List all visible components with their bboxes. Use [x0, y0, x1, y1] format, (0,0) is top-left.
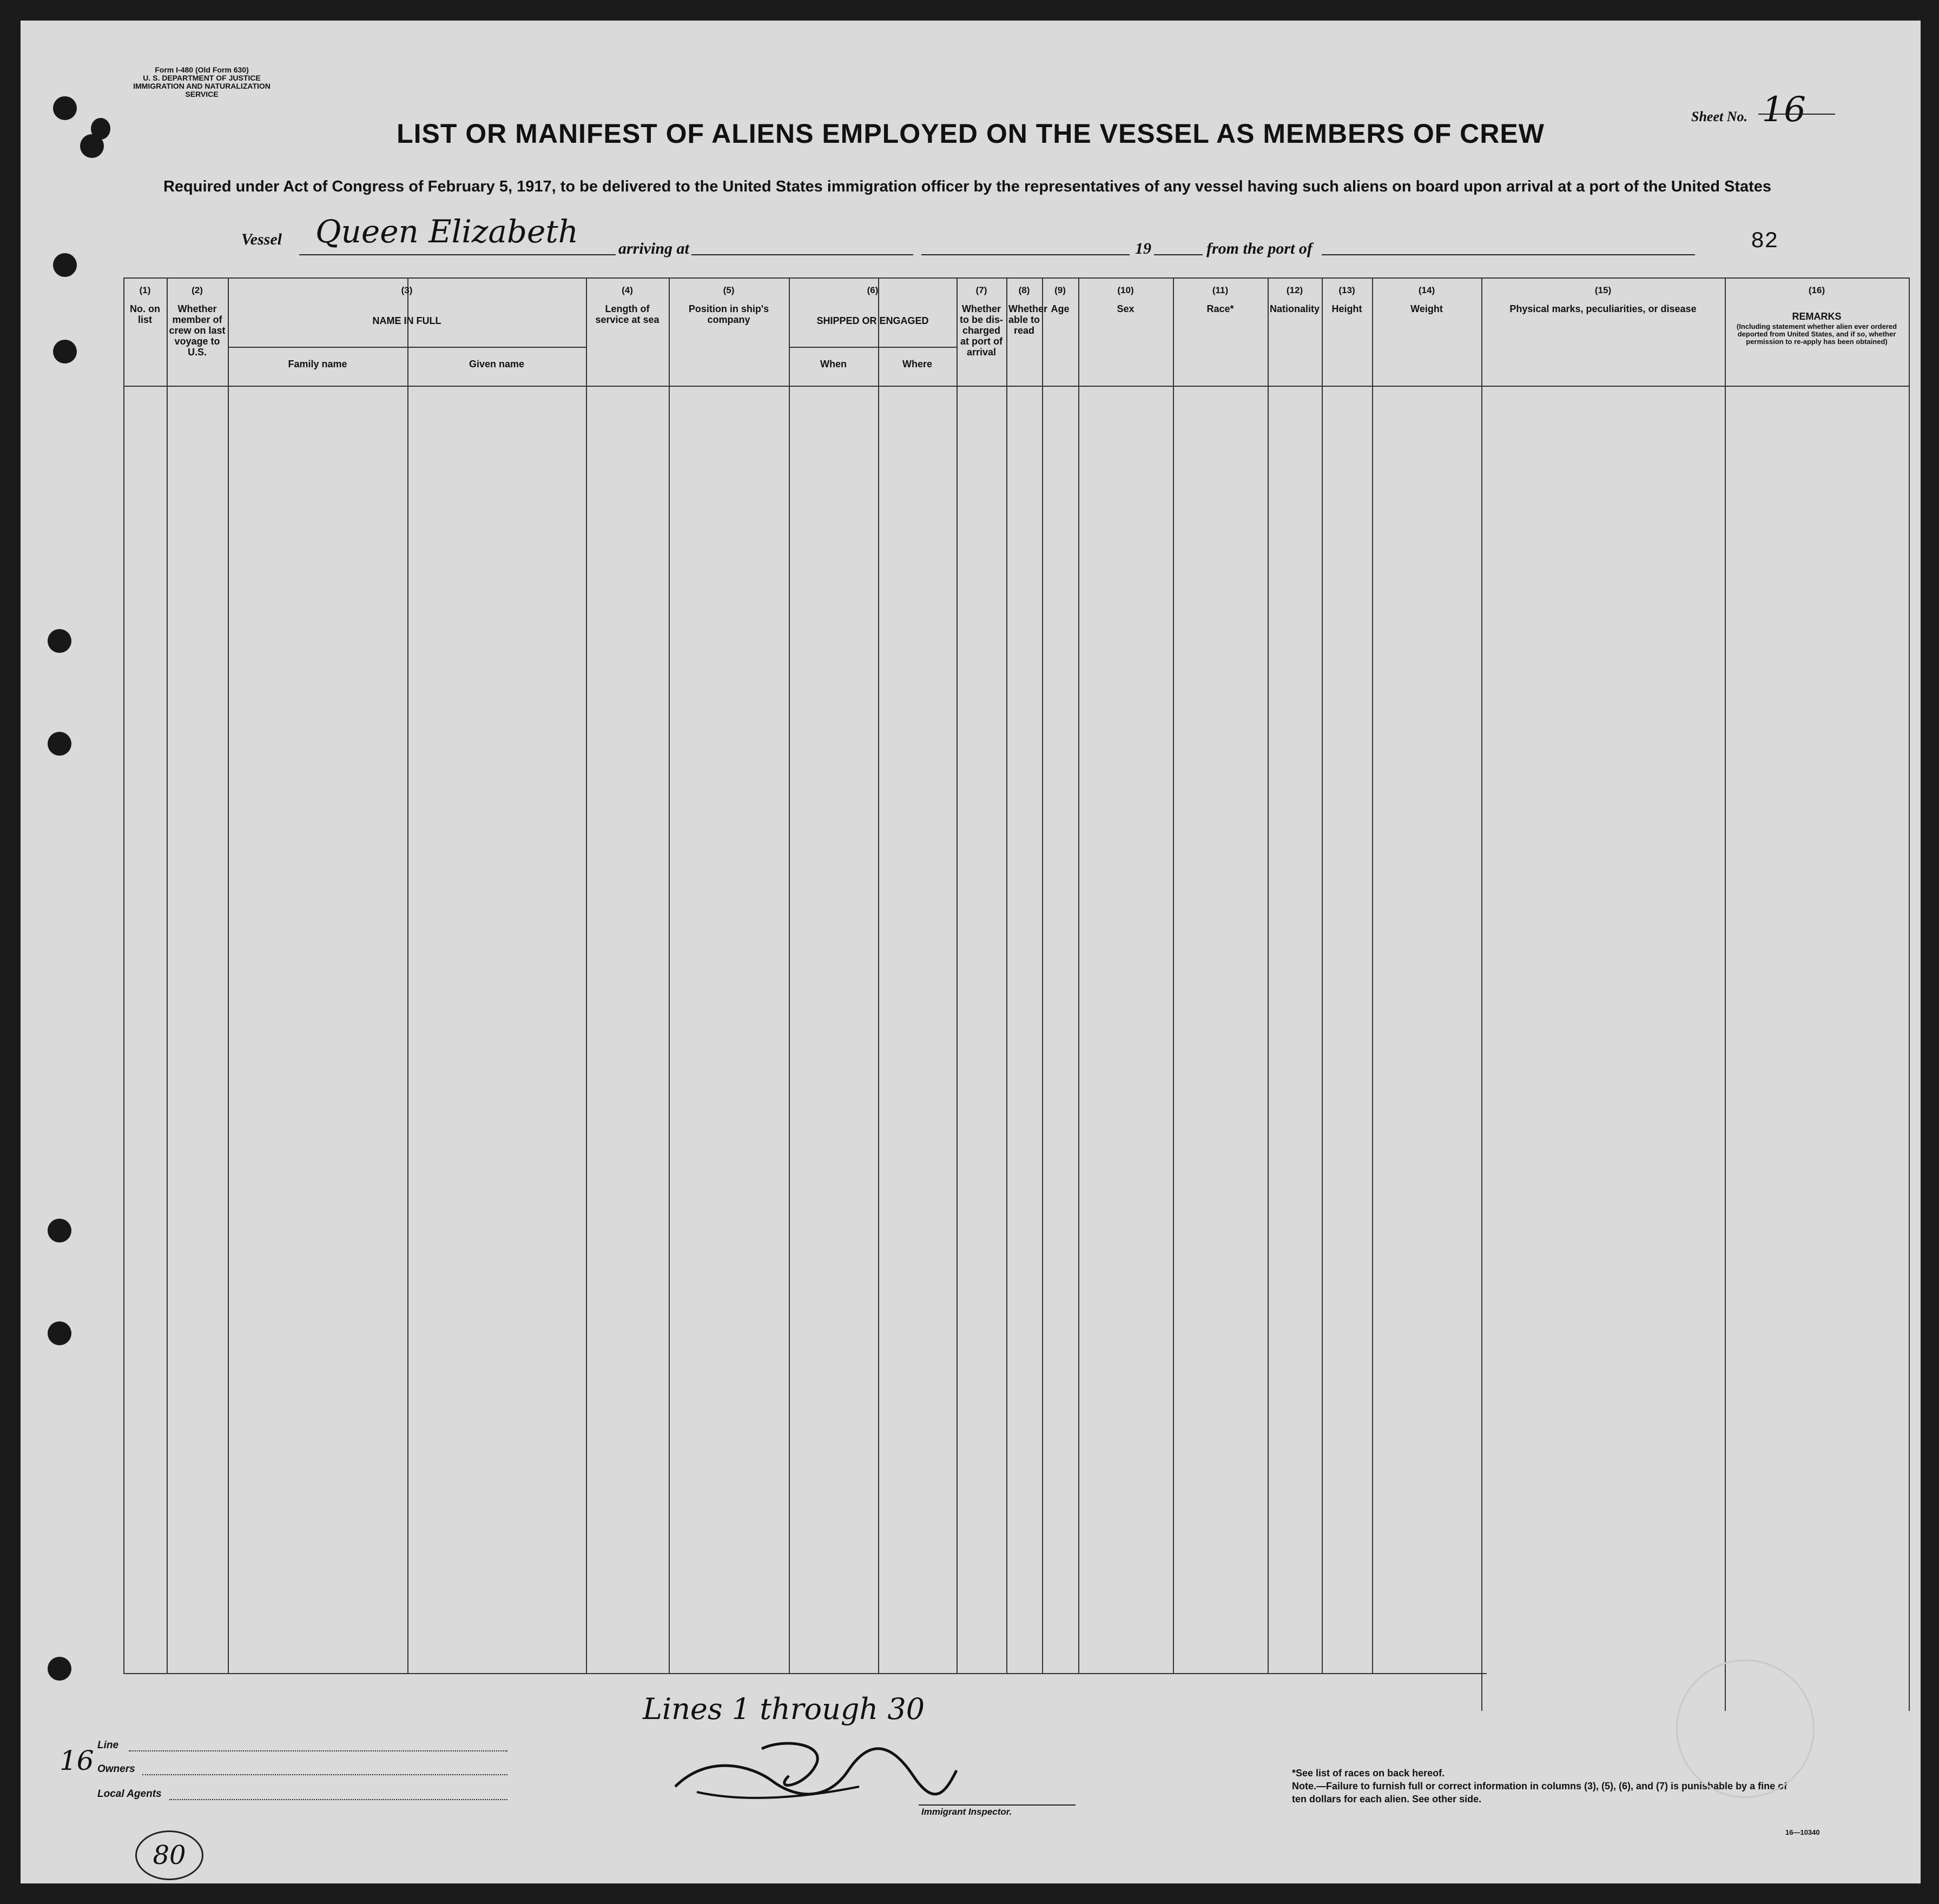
column-header: REMARKS [1792, 311, 1842, 322]
column-header: NAME IN FULL [372, 315, 441, 326]
form-code: 16—10340 [1785, 1828, 1820, 1836]
column-rule [123, 277, 124, 1673]
race-note: *See list of races on back hereof. [1292, 1768, 1445, 1779]
column-rule [167, 277, 168, 1673]
column-number: (4) [622, 285, 633, 295]
column-header: Age [1051, 303, 1070, 314]
column-number: (1) [139, 285, 151, 295]
column-number: (10) [1117, 285, 1134, 295]
sheet-number: 16 [1762, 90, 1806, 130]
vessel-label: Vessel [241, 230, 282, 248]
port-underline [1322, 254, 1695, 255]
manifest-page [21, 21, 1921, 1883]
column-header: SHIPPED OR ENGAGED [816, 315, 929, 326]
punch-hole [53, 96, 77, 120]
column-rule [789, 277, 790, 1673]
line-label: Line [97, 1740, 119, 1751]
column-rule [1268, 277, 1269, 1673]
margin-number: 16 [60, 1745, 94, 1776]
column-rule [1372, 277, 1373, 1673]
column-number: (7) [975, 285, 987, 295]
column-number: (16) [1808, 285, 1825, 295]
column-header: Nationality [1270, 303, 1320, 314]
circled-number: 80 [135, 1830, 203, 1880]
column-header: Whether to be dis-charged at port of arrival [960, 303, 1003, 358]
document-title: LIST OR MANIFEST OF ALIENS EMPLOYED ON THE VESSEL AS MEMBERS OF CREW [397, 118, 1545, 149]
column-number: (11) [1212, 285, 1229, 295]
column-rule [1042, 277, 1043, 1673]
column-header: Race* [1206, 303, 1234, 314]
punch-hole [53, 340, 77, 363]
column-subheader: Where [902, 359, 932, 369]
column-number: (13) [1338, 285, 1355, 295]
column-rule [957, 277, 958, 1673]
punch-hole [48, 1321, 71, 1345]
crew-table [123, 277, 1909, 1711]
arriving-label: arriving at [618, 240, 689, 257]
column-rule [1173, 277, 1174, 1673]
column-header: No. on list [130, 303, 160, 325]
agents-label: Local Agents [97, 1788, 162, 1800]
document-subtitle: Required under Act of Congress of February 5, 1917, to be delivered to the United States immigration officer by the representatives of any vessel having such aliens on board upon arrival at a port of the United States [163, 178, 1772, 195]
service-name: IMMIGRATION AND NATURALIZATION SERVICE [133, 82, 271, 98]
column-rule [1725, 277, 1726, 1711]
column-header: Weight [1410, 303, 1443, 314]
line-underline [129, 1750, 507, 1751]
year-label: 19 [1135, 240, 1151, 257]
column-rule [669, 277, 670, 1673]
arriving-underline [691, 254, 913, 255]
form-number: Form I-480 (Old Form 630) [155, 65, 249, 74]
column-number: (12) [1286, 285, 1303, 295]
vessel-underline [299, 254, 616, 255]
column-number: (9) [1054, 285, 1066, 295]
column-number: (15) [1594, 285, 1612, 295]
inspector-signature [664, 1733, 967, 1808]
punch-hole [53, 253, 77, 277]
column-number: (14) [1418, 285, 1435, 295]
punch-hole [48, 732, 71, 756]
lines-note: Lines 1 through 30 [643, 1692, 925, 1726]
table-bottom-rule [123, 1673, 1487, 1674]
year-underline [1154, 254, 1203, 255]
column-note: (Including statement whether alien ever ordered deported from United States, and if so, whether permission to re-apply has been obtained) [1736, 322, 1897, 346]
penalty-note: Note.—Failure to furnish full or correct information in columns (3), (5), (6), and (7) is punishable by a fine of ten dollars for each alien. See other side. [1292, 1781, 1788, 1804]
table-top-rule [123, 277, 1909, 279]
column-number: (6) [867, 285, 879, 295]
department-name: U. S. DEPARTMENT OF JUSTICE [143, 74, 261, 82]
sheet-label: Sheet No. [1691, 109, 1747, 124]
faint-stamp [1676, 1660, 1815, 1798]
column-number: (2) [192, 285, 203, 295]
inspector-label: Immigrant Inspector. [921, 1807, 1012, 1817]
name-split-rule [407, 347, 408, 1673]
agents-underline [169, 1799, 507, 1800]
column-number: (8) [1018, 285, 1030, 295]
page-reference: 82 [1751, 228, 1778, 254]
column-number: (3) [401, 285, 413, 295]
column-rule [228, 277, 229, 1673]
column-rule [1078, 277, 1079, 1673]
punch-hole [48, 1219, 71, 1242]
owners-underline [142, 1774, 507, 1775]
column-header: Whether member of crew on last voyage to U.S. [169, 303, 226, 358]
column-header: Physical marks, peculiarities, or disease [1509, 303, 1697, 314]
column-header: Whether able to read [1008, 303, 1047, 336]
column-number: (5) [723, 285, 735, 295]
column-header: Length of service at sea [595, 303, 659, 325]
punch-hole [48, 1657, 71, 1681]
inspector-underline [919, 1804, 1076, 1806]
column-subheader: When [820, 359, 847, 369]
column-subheader: Family name [288, 359, 347, 369]
column-rule [1481, 277, 1482, 1711]
header-bottom-rule [123, 386, 1909, 387]
vessel-name: Queen Elizabeth [315, 213, 579, 250]
shipped-split-rule [878, 347, 879, 1673]
column-rule [1909, 277, 1910, 1711]
column-header: Sex [1117, 303, 1135, 314]
owners-label: Owners [97, 1763, 135, 1775]
name-subheader-rule [228, 347, 586, 348]
column-rule [1322, 277, 1323, 1673]
column-rule [1006, 277, 1007, 1673]
column-header: Position in ship's company [688, 303, 769, 325]
form-identifier [131, 66, 272, 98]
column-header: Height [1331, 303, 1362, 314]
from-port-label: from the port of [1206, 240, 1313, 257]
sheet-underline [1758, 114, 1835, 115]
punch-hole [48, 629, 71, 653]
date-underline [921, 254, 1130, 255]
column-rule [586, 277, 587, 1673]
shipped-subheader-rule [789, 347, 957, 348]
column-subheader: Given name [469, 359, 525, 369]
